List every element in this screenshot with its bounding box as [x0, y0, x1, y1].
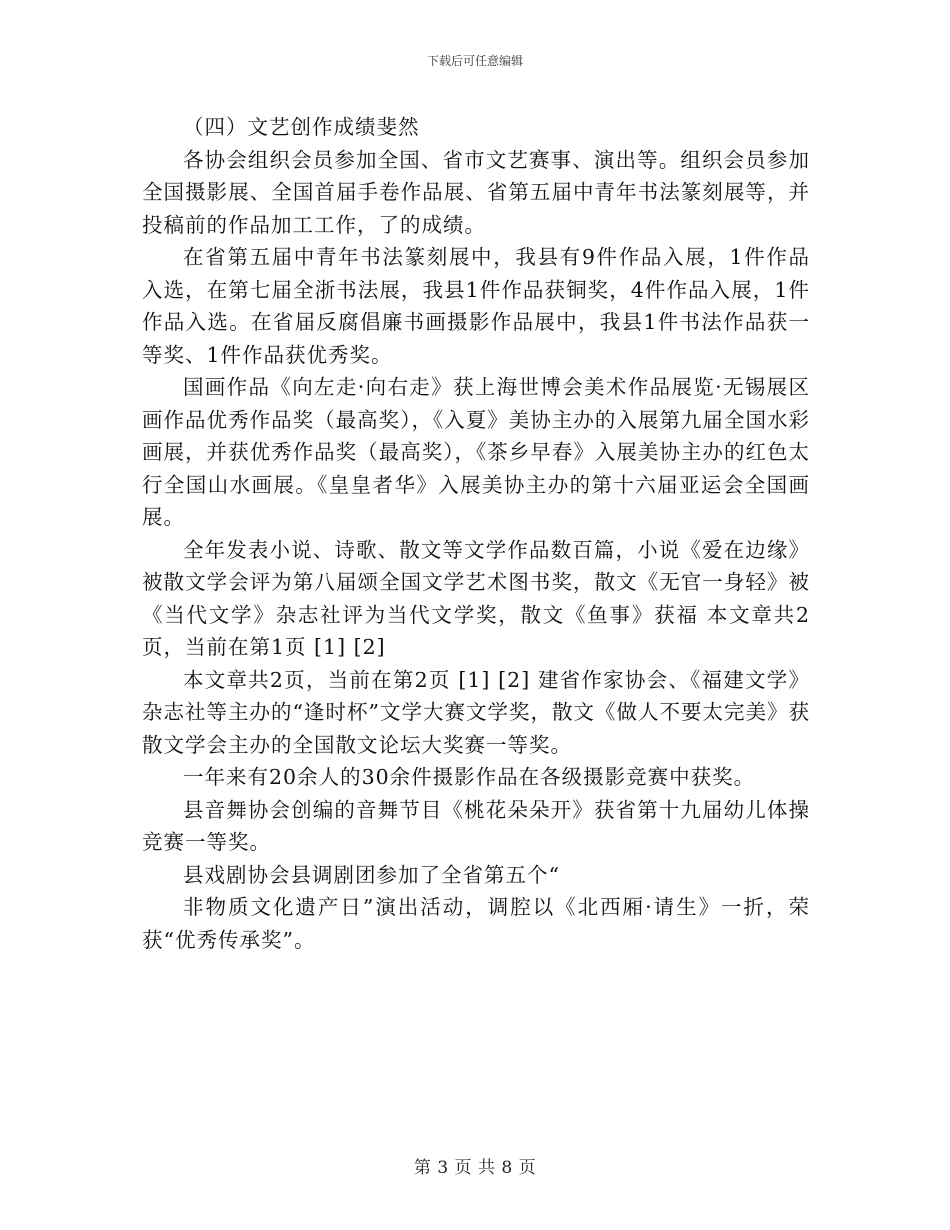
paragraph: 在省第五届中青年书法篆刻展中，我县有9件作品入展，1件作品入选，在第七届全浙书法展，我县1件作品获铜奖，4件作品入展，1件作品入选。在省届反腐倡廉书画摄影作品展中，我县1件书法作品获一等奖、1件作品获优秀奖。	[142, 245, 810, 367]
paragraph: 一年来有20余人的30余件摄影作品在各级摄影竞赛中获奖。	[183, 765, 756, 789]
paragraph: 国画作品《向左走·向右走》获上海世博会美术作品展览·无锡展区画作品优秀作品奖（最高奖），《入夏》美协主办的入展第九届全国水彩画展，并获优秀作品奖（最高奖），《茶乡早春》入展美协主办的红色太行全国山水画展。《皇皇者华》入展美协主办的第十六届亚运会全国画展。	[142, 375, 810, 529]
paragraph: 县戏剧协会县调剧团参加了全省第五个“	[183, 862, 560, 887]
section-heading: （四）文艺创作成绩斐然	[183, 115, 420, 139]
paragraph: 非物质文化遗产日”演出活动，调腔以《北西厢·请生》一折，荣获“优秀传承奖”。	[142, 895, 810, 952]
paragraph: 全年发表小说、诗歌、散文等文学作品数百篇，小说《爱在边缘》被散文学会评为第八届颂全国文学艺术图书奖，散文《无官一身轻》被《当代文学》杂志社评为当代文学奖，散文《鱼事》获福 本文章共2页，当前在第1页 [1] [2]	[142, 537, 810, 659]
paragraph: 本文章共2页，当前在第2页 [1] [2] 建省作家协会、《福建文学》杂志社等主办的“逢时杯”文学大赛文学奖，散文《做人不要太完美》获散文学会主办的全国散文论坛大奖赛一等奖。	[142, 667, 810, 757]
document-body	[142, 111, 810, 956]
page-header: 下载后可任意编辑	[426, 54, 523, 68]
paragraph: 各协会组织会员参加全国、省市文艺赛事、演出等。组织会员参加全国摄影展、全国首届手卷作品展、省第五届中青年书法篆刻展等，并投稿前的作品加工工作，了的成绩。	[142, 147, 810, 237]
page-number: 第 3 页 共 8 页	[413, 1158, 537, 1178]
paragraph: 县音舞协会创编的音舞节目《桃花朵朵开》获省第十九届幼儿体操竞赛一等奖。	[142, 797, 810, 854]
